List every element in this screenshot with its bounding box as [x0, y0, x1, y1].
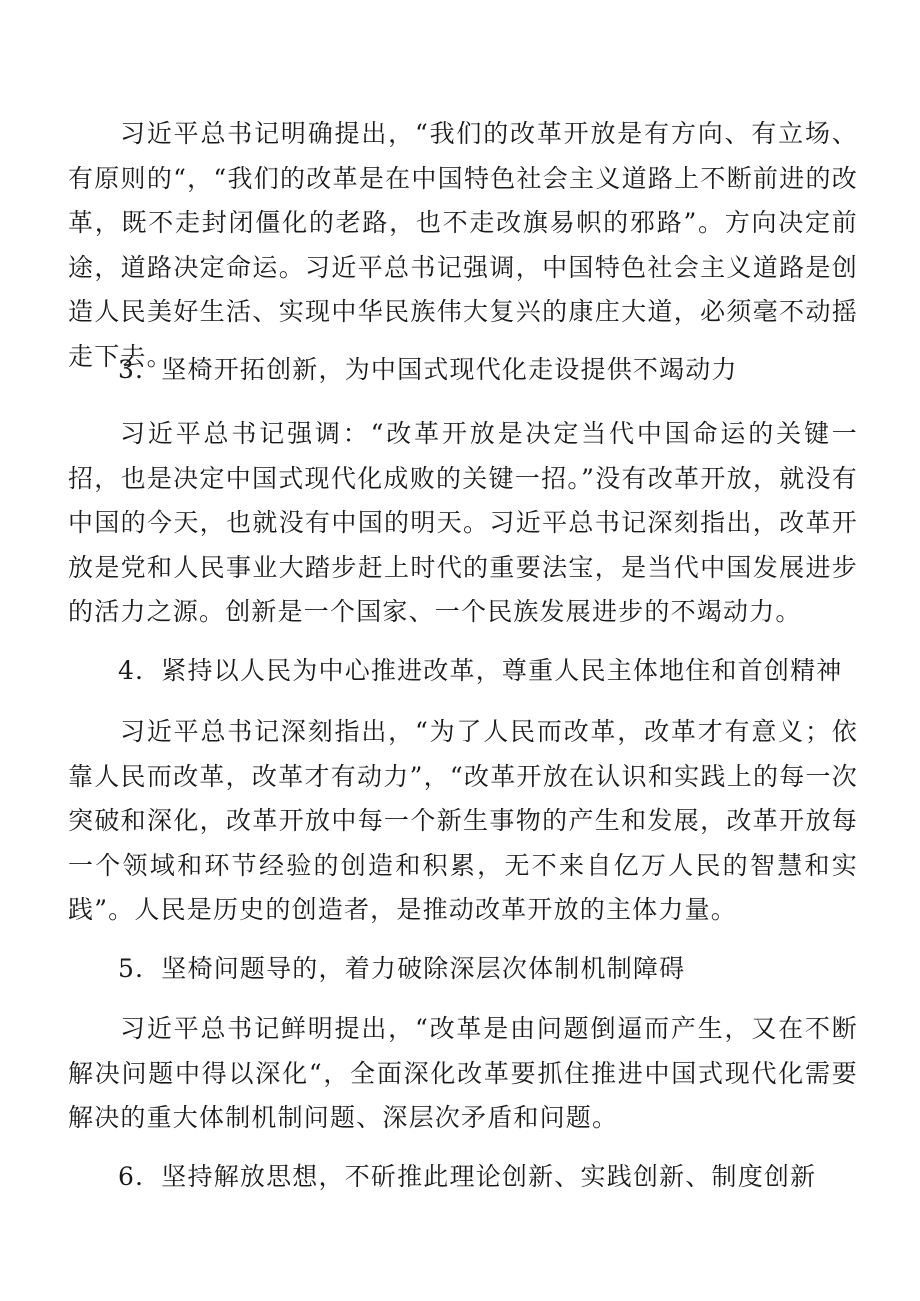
paragraph-innovation: 习近平总书记强调：“改革开放是决定当代中国命运的关键一招，也是决定中国式现代化成败的关键一招。”没有改革开放，就没有中国的今天，也就没有中国的明天。习近平总书记深刻指出，改革开放是党和人民事业大踏步赶上时代的重要法宝，是当代中国发展进步的活力之源。创新是一个国家、一个民族发展进步的不竭动力。: [68, 419, 858, 626]
paragraph-people-centered: 习近平总书记深刻指出，“为了人民而改革，改革才有意义；依靠人民而改革，改革才有动力”，“改革开放在认识和实践上的每一次突破和深化，改革开放中每一个新生事物的产生和发展，改革开放每一个领域和环节经验的创造和积累，无不来自亿万人民的智慧和实践”。人民是历史的创造者，是推动改革开放的主体力量。: [68, 717, 858, 924]
paragraph-direction: 习近平总书记明确提出，“我们的改革开放是有方向、有立场、有原则的“，“我们的改革是在中国特色社会主义道路上不断前进的改革，既不走封闭僵化的老路，也不走改旗易帜的邪路”。方向决定前途，道路决定命运。习近平总书记强调，中国特色社会主义道路是创造人民美好生活、实现中华民族伟大复兴的康庄大道，必须毫不动摇走下去。: [68, 119, 858, 371]
heading-people-centered: 4．紧持以人民为中心推进改革，尊重人民主体地住和首创精神: [118, 656, 843, 685]
heading-problem-oriented: 5．坚椅问题导的，着力破除深层次体制机制障碍: [118, 954, 686, 983]
heading-emancipate-mind: 6．坚持解放思想，不斫推此理论创新、实践创新、制度创新: [118, 1162, 817, 1191]
heading-innovation: 3．坚椅开拓创新，为中国式现代化走设提供不竭动力: [118, 355, 738, 384]
paragraph-problem-oriented: 习近平总书记鲜明提出，“改革是由问题倒逼而产生，又在不断解决问题中得以深化“，全面深化改革要抓住推进中国式现代化需要解决的重大体制机制问题、深层次矛盾和问题。: [68, 1014, 858, 1132]
